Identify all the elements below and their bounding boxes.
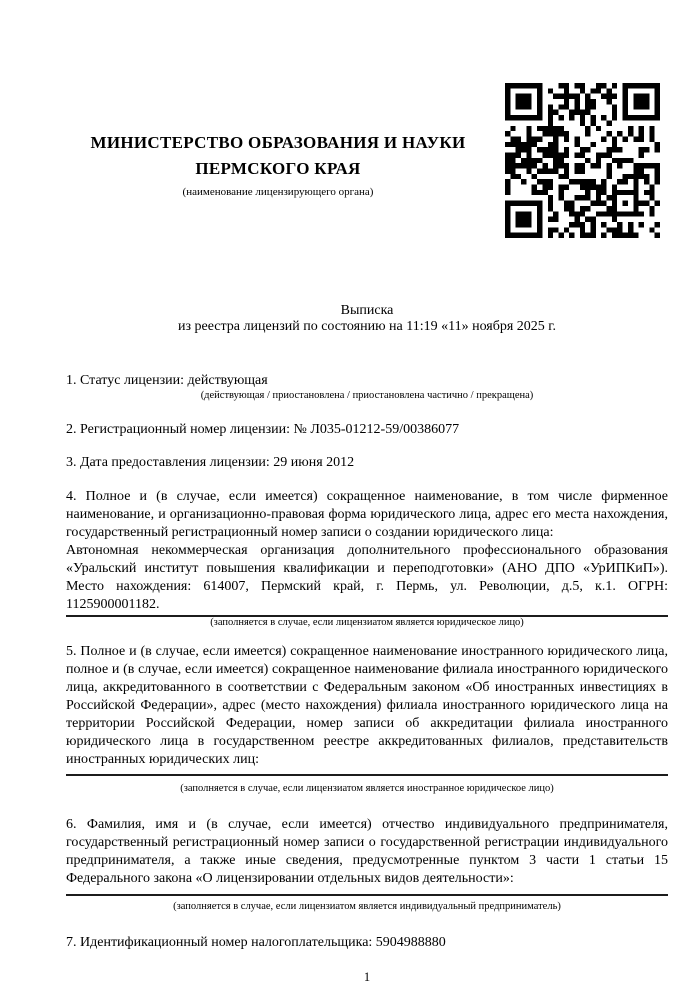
foreign-entity-note: (заполняется в случае, если лицензиатом является иностранное юридическое лицо)	[180, 783, 554, 794]
licensing-authority-caption: (наименование лицензирующего органа)	[182, 186, 374, 198]
license-status-line: 1. Статус лицензии: действующая	[66, 373, 268, 388]
license-grant-date-line: 3. Дата предоставления лицензии: 29 июня 2012	[66, 455, 355, 470]
entrepreneur-clause-paragraph: 6. Фамилия, имя и (в случае, если имеется) отчество индивидуального предпринимателя, государственный регистрационный номер записи о государственной регистрации индивидуального предпринимателя, а также иные сведения, предусмотренные пунктом 3 части 1 статьи 15 Федерального закона «О лицензировании отдельных видов деятельности»:	[66, 817, 668, 886]
document-title	[66, 303, 668, 335]
ministry-name-line2: ПЕРМСКОГО КРАЯ	[195, 159, 361, 178]
licensing-authority-header	[66, 130, 490, 199]
legal-entity-value-paragraph: Автономная некоммерческая организация дополнительного профессионального образования «Уральский институт повышения квалификации и переподготовки» (АНО ДПО «УрИПКиП»). Место нахождения: 614007, Пермский край, г. Пермь, ул. Революции, д.5, к.1. ОГРН: 1125900001182.	[66, 543, 668, 612]
document-title-line1: Выписка	[340, 303, 394, 318]
legal-entity-clause-paragraph: 4. Полное и (в случае, если имеется) сокращенное наименование, в том числе фирменное наименование, и организационно-правовая форма юридического лица, адрес его места нахождения, государственный регистрационный номер записи о создании юридического лица:	[66, 489, 668, 540]
license-status-options-note: (действующая / приостановлена / приостановлена частично / прекращена)	[200, 390, 534, 401]
qr-code-canvas	[505, 83, 660, 238]
registration-number-line: 2. Регистрационный номер лицензии: № Л035-01212-59/00386077	[66, 422, 460, 437]
entrepreneur-fill-rule	[66, 894, 668, 896]
taxpayer-id-line: 7. Идентификационный номер налогоплательщика: 5904988880	[66, 935, 446, 950]
document-body	[66, 303, 668, 986]
legal-entity-note: (заполняется в случае, если лицензиатом является юридическое лицо)	[210, 617, 524, 628]
page-number: 1	[363, 970, 371, 984]
ministry-name-line1: МИНИСТЕРСТВО ОБРАЗОВАНИЯ И НАУКИ	[90, 133, 466, 152]
entrepreneur-note: (заполняется в случае, если лицензиатом является индивидуальный предприниматель)	[173, 901, 561, 912]
foreign-entity-fill-rule	[66, 774, 668, 776]
qr-code	[505, 83, 660, 238]
document-title-line2: из реестра лицензий по состоянию на 11:19 «11» ноября 2025 г.	[178, 319, 556, 334]
foreign-entity-clause-paragraph: 5. Полное и (в случае, если имеется) сокращенное наименование иностранного юридического лица, полное и (в случае, если имеется) сокращенное наименование филиала иностранного юридического лица, аккредитованного в соответствии с Федеральным законом «Об иностранных инвестициях в Российской Федерации», адрес (место нахождения) филиала иностранного юридического лица на территории Российской Федерации, номер записи об аккредитации филиала иностранного юридического лица в государственном реестре аккредитованных филиалов, представительств иностранных юридических лиц:	[66, 644, 668, 767]
